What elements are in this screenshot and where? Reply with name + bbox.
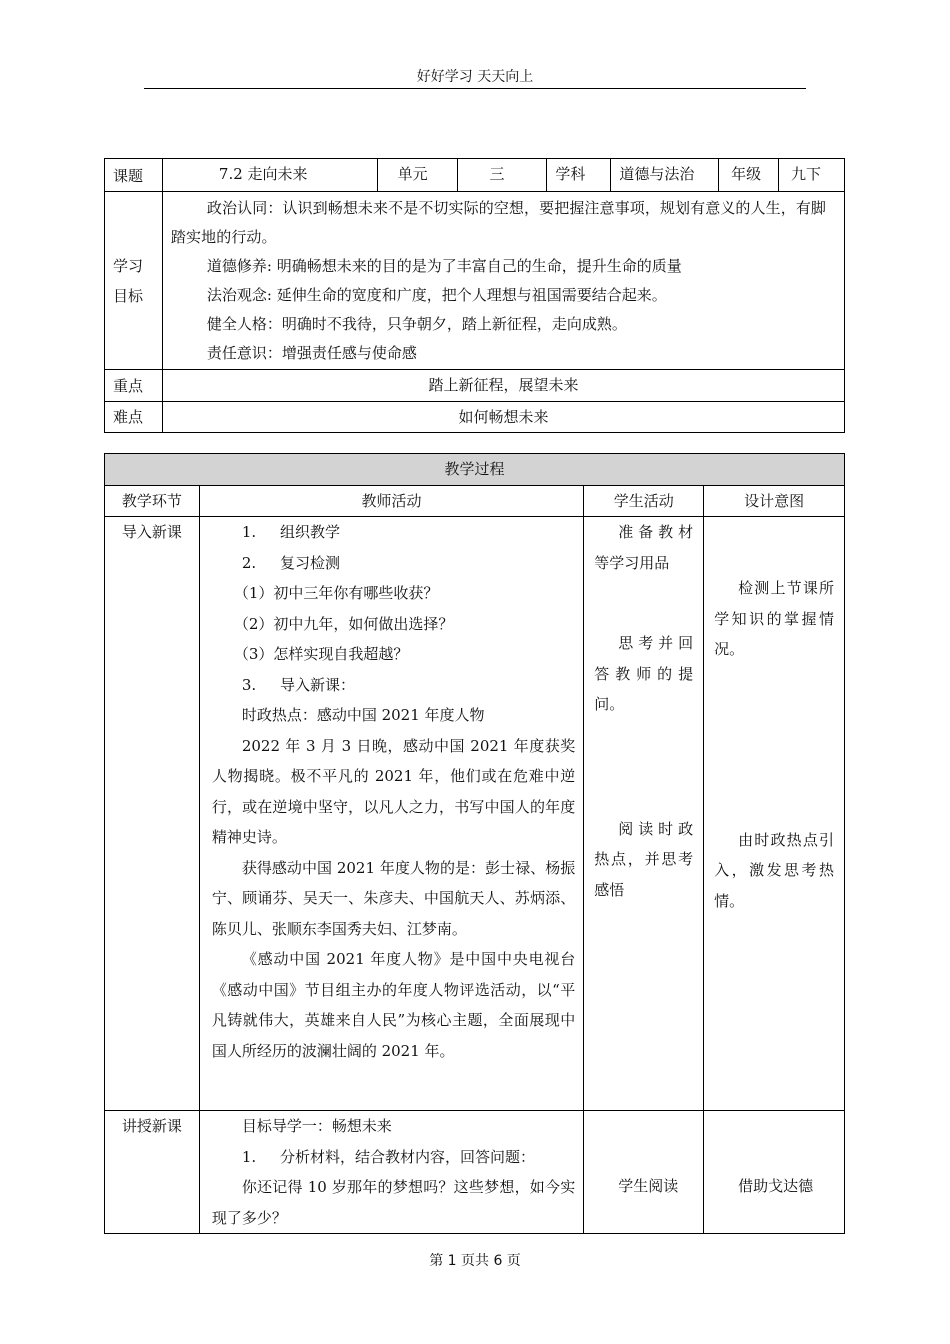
step-organize: 1. 组织教学 — [241, 523, 340, 541]
learning-goals — [162, 192, 844, 370]
review-question-3: （3）怎样实现自我超越？ — [233, 645, 409, 663]
teacher-activity-intro — [199, 517, 583, 1111]
current-affairs-para-3: 《感动中国 2021 年度人物》是中国中央电视台《感动中国》节目组主办的年度人物评选活动，以“平凡铸就伟大，英雄来自人民”为核心主题，全面展现中国人所经历的波澜壮阔的 2021 年。 — [211, 950, 576, 1060]
student-activity-intro — [584, 517, 704, 1111]
student-reading: 学生阅读 — [618, 1177, 679, 1195]
col-teacher-header: 教师活动 — [199, 485, 583, 517]
goal-political: 政治认同：认识到畅想未来不是不切实际的空想，要把握注意事项，规划有意义的人生，有脚踏实地的行动。 — [170, 199, 827, 246]
design-stimulate: 由时政热点引入，激发思考热情。 — [714, 830, 834, 910]
teacher-activity-lecture — [199, 1111, 583, 1234]
current-affairs-title: 时政热点：感动中国 2021 年度人物 — [241, 706, 485, 724]
design-intent-lecture — [704, 1111, 845, 1234]
page-footer: 第 1 页共 6 页 — [429, 1253, 521, 1269]
unit-value: 三 — [457, 159, 547, 192]
lecture-question: 你还记得 10 岁那年的梦想吗？这些梦想，如今实现了多少？ — [211, 1178, 576, 1227]
design-intent-intro — [704, 517, 845, 1111]
step-introduce: 3. 导入新课： — [241, 675, 355, 694]
teaching-process-table — [104, 453, 845, 1234]
difficult-point-label: 难点 — [105, 402, 163, 433]
student-activity-lecture — [584, 1111, 704, 1234]
subject-label: 学科 — [547, 159, 611, 192]
page-header: 好好学习 天天向上 — [144, 66, 806, 89]
student-prepare: 准备教材等学习用品 — [594, 523, 694, 572]
subject-value: 道德与法治 — [611, 159, 719, 192]
current-affairs-para-1: 2022 年 3 月 3 日晚，感动中国 2021 年度获奖人物揭晓。极不平凡的 2021 年，他们或在危难中逆行，或在逆境中坚守，以凡人之力，书写中国人的年度精神史诗。 — [211, 736, 576, 846]
student-think: 思考并回答教师的提问。 — [594, 634, 694, 713]
stage-lecture: 讲授新课 — [105, 1111, 200, 1234]
grade-value: 九下 — [779, 159, 845, 192]
goal-moral: 道德修养: 明确畅想未来的目的是为了丰富自己的生命，提升生命的质量 — [206, 257, 682, 275]
col-stage-header: 教学环节 — [105, 485, 200, 517]
topic-value: 7.2 走向未来 — [162, 159, 377, 192]
goals-label — [105, 192, 163, 370]
goals-label-line1: 学习 — [113, 256, 144, 275]
design-goddard: 借助戈达德 — [738, 1177, 814, 1195]
review-question-2: （2）初中九年，如何做出选择？ — [233, 614, 454, 633]
col-student-header: 学生活动 — [584, 485, 704, 517]
goal-law: 法治观念: 延伸生命的宽度和广度，把个人理想与祖国需要结合起来。 — [206, 286, 667, 304]
student-read-affairs: 阅读时政热点，并思考感悟 — [594, 819, 694, 899]
lecture-goal-1: 目标导学一：畅想未来 — [241, 1117, 392, 1135]
goal-responsibility: 责任意识：增强责任感与使命感 — [206, 344, 417, 362]
goal-personality: 健全人格：明确时不我待，只争朝夕，踏上新征程，走向成熟。 — [206, 315, 627, 333]
key-point-value: 踏上新征程，展望未来 — [162, 370, 844, 402]
grade-label: 年级 — [719, 159, 779, 192]
current-affairs-para-2: 获得感动中国 2021 年度人物的是：彭士禄、杨振宁、顾诵芬、吴天一、朱彦夫、中国航天人、苏炳添、陈贝儿、张顺东李国秀夫妇、江梦南。 — [211, 858, 576, 938]
process-title: 教学过程 — [105, 454, 845, 486]
step-review: 2. 复习检测 — [241, 553, 340, 572]
difficult-point-value: 如何畅想未来 — [162, 402, 844, 433]
lecture-step-analyze: 1. 分析材料，结合教材内容，回答问题： — [241, 1147, 535, 1166]
design-check: 检测上节课所学知识的掌握情况。 — [714, 579, 834, 658]
topic-label: 课题 — [105, 159, 163, 192]
goals-label-line2: 目标 — [113, 286, 144, 305]
lesson-info-table — [104, 158, 845, 433]
unit-label: 单元 — [377, 159, 457, 192]
stage-intro: 导入新课 — [105, 517, 200, 1111]
review-question-1: （1）初中三年你有哪些收获？ — [233, 584, 439, 602]
key-point-label: 重点 — [105, 370, 163, 402]
col-design-header: 设计意图 — [704, 485, 845, 517]
